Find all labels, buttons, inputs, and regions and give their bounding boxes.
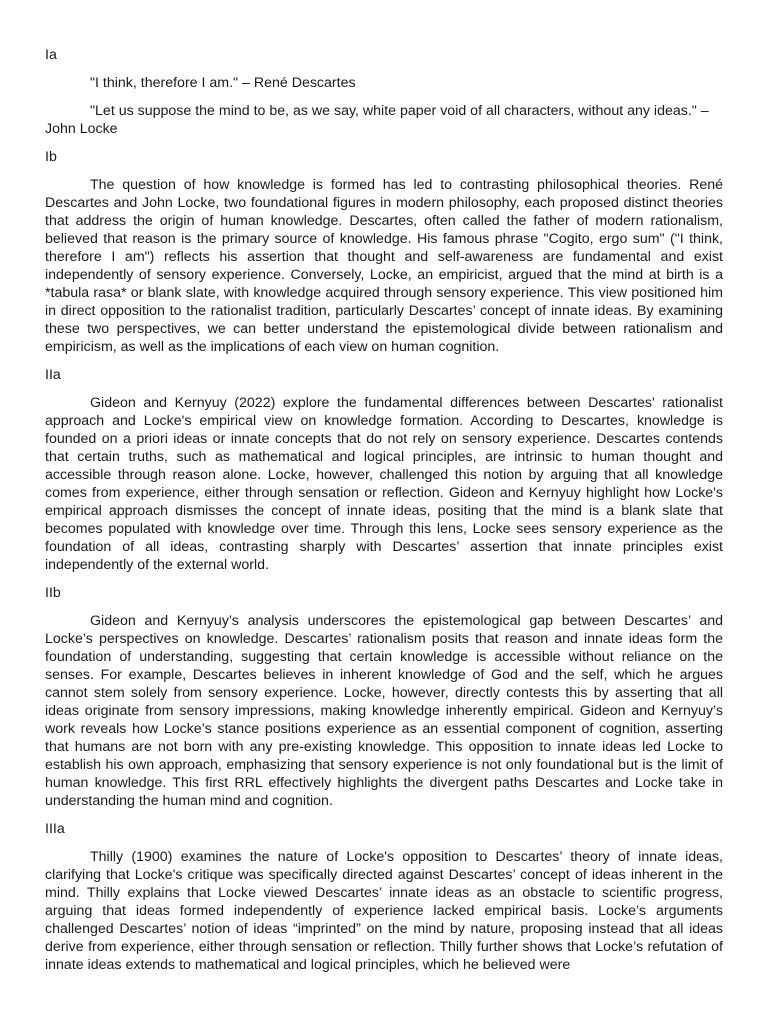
descartes-quote: "I think, therefore I am." – René Descartes [90,75,356,91]
section-heading-iiia: IIIa [45,821,65,837]
section-heading-ia: Ia [45,47,57,63]
section-heading-iib: IIb [45,585,61,601]
paragraph-iiia: Thilly (1900) examines the nature of Locke's opposition to Descartes’ theory of innate ideas, clarifying that Locke's critique was specifically directed against Descartes’ concept of ideas inherent in the mind. Thilly explains that Locke viewed Descartes’ innate ideas as an obstacle to scientific progress, arguing that ideas formed independently of experience lacked empirical basis. Locke’s arguments challenged Descartes’ notion of ideas “imprinted” on the mind by nature, proposing instead that all ideas derive from experience, either through sensation or reflection. Thilly further shows that Locke’s refutation of innate ideas extends to mathematical and logical principles, which he believed were [45,849,723,973]
paragraph-iia: Gideon and Kernyuy (2022) explore the fundamental differences between Descartes' rationalist approach and Locke's empirical view on knowledge formation. According to Descartes, knowledge is founded on a priori ideas or innate concepts that do not rely on sensory experience. Descartes contends that certain truths, such as mathematical and logical principles, are intrinsic to human thought and accessible through reason alone. Locke, however, challenged this notion by arguing that all knowledge comes from experience, either through sensation or reflection. Gideon and Kernyuy highlight how Locke's empirical approach dismisses the concept of innate ideas, positing that the mind is a blank slate that becomes populated with knowledge over time. Through this lens, Locke sees sensory experience as the foundation of all ideas, contrasting sharply with Descartes’ assertion that innate principles exist independently of the external world. [45,395,723,573]
document-page [45,46,723,984]
paragraph-iib: Gideon and Kernyuy’s analysis underscores the epistemological gap between Descartes’ and Locke’s perspectives on knowledge. Descartes’ rationalism posits that reason and innate ideas form the foundation of understanding, suggesting that certain knowledge is accessible without reliance on the senses. For example, Descartes believes in inherent knowledge of God and the self, which he argues cannot stem solely from sensory experience. Locke, however, directly contests this by asserting that all ideas originate from sensory impressions, making knowledge inherently empirical. Gideon and Kernyuy’s work reveals how Locke’s stance positions experience as an essential component of cognition, asserting that humans are not born with any pre-existing knowledge. This opposition to innate ideas led Locke to establish his own approach, emphasizing that sensory experience is not only foundational but is the limit of human knowledge. This first RRL effectively highlights the divergent paths Descartes and Locke take in understanding the human mind and cognition. [45,613,723,809]
paragraph-ib: The question of how knowledge is formed has led to contrasting philosophical theories. René Descartes and John Locke, two foundational figures in modern philosophy, each proposed distinct theories that address the origin of human knowledge. Descartes, often called the father of modern rationalism, believed that reason is the primary source of knowledge. His famous phrase "Cogito, ergo sum" ("I think, therefore I am") reflects his assertion that thought and self-awareness are fundamental and exist independently of sensory experience. Conversely, Locke, an empiricist, argued that the mind at birth is a *tabula rasa* or blank slate, with knowledge acquired through sensory experience. This view positioned him in direct opposition to the rationalist tradition, particularly Descartes’ concept of innate ideas. By examining these two perspectives, we can better understand the epistemological divide between rationalism and empiricism, as well as the implications of each view on human cognition. [45,177,723,355]
section-heading-iia: IIa [45,367,61,383]
section-heading-ib: Ib [45,149,57,165]
locke-quote: "Let us suppose the mind to be, as we say, white paper void of all characters, without any ideas." – John Locke [45,103,709,137]
